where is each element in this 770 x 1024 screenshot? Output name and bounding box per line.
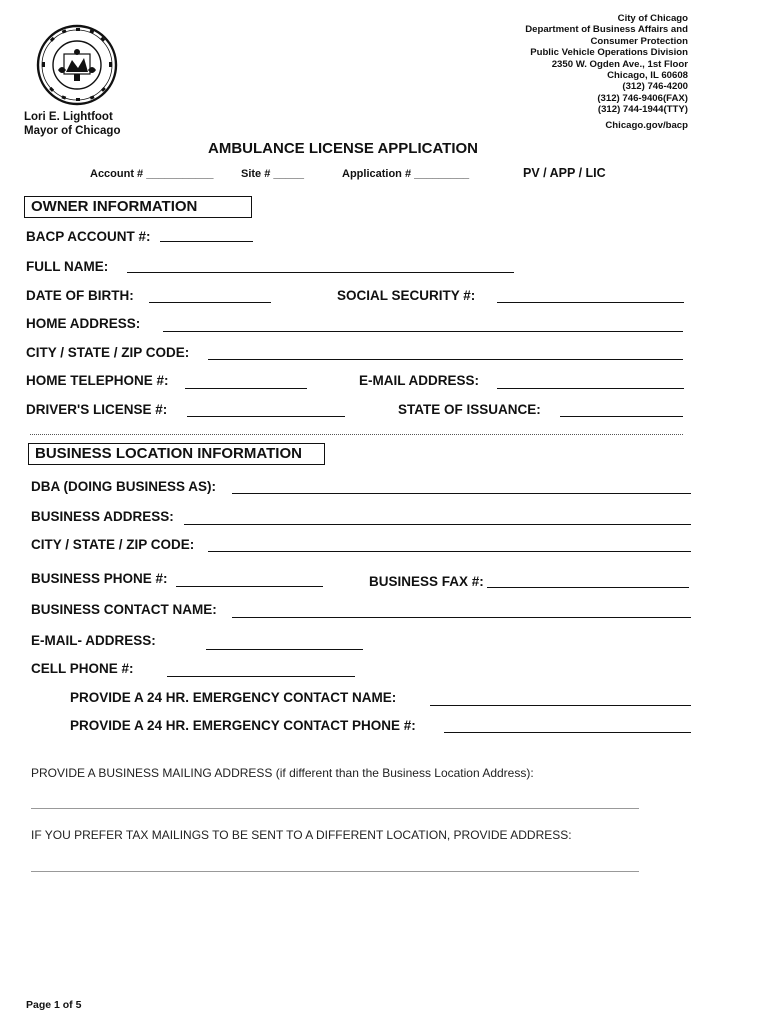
tax-mailing-address-label: IF YOU PREFER TAX MAILINGS TO BE SENT TO A DIFFERENT LOCATION, PROVIDE ADDRESS: [31,828,572,842]
home-telephone-input[interactable] [185,388,307,389]
business-location-heading [28,443,325,465]
tax-mailing-address-input[interactable] [31,871,639,872]
account-number-field[interactable]: Account # ___________ [90,168,214,180]
emergency-contact-phone-label: PROVIDE A 24 HR. EMERGENCY CONTACT PHONE #: [70,718,416,733]
cell-phone-label: CELL PHONE #: [31,661,134,676]
owner-city-state-zip-input[interactable] [208,359,683,360]
owner-email-label: E-MAIL ADDRESS: [359,373,480,388]
emergency-contact-phone-input[interactable] [444,732,691,733]
city-seal-icon [36,24,118,106]
business-contact-name-label: BUSINESS CONTACT NAME: [31,602,217,617]
section-divider [30,434,683,435]
address-line: Consumer Protection [590,35,688,47]
page-number: Page 1 of 5 [26,999,82,1011]
home-telephone-label: HOME TELEPHONE #: [26,373,169,388]
home-address-input[interactable] [163,331,683,332]
pv-app-lic-label: PV / APP / LIC [523,166,606,180]
address-line: Department of Business Affairs and [525,24,688,36]
full-name-label: FULL NAME: [26,259,109,274]
business-phone-label: BUSINESS PHONE #: [31,571,168,586]
drivers-license-input[interactable] [187,416,345,417]
address-line: (312) 746-9406(FAX) [597,92,688,104]
social-security-label: SOCIAL SECURITY #: [337,288,476,303]
date-of-birth-input[interactable] [149,302,271,303]
site-number-field[interactable]: Site # _____ [241,168,304,180]
website-link[interactable]: Chicago.gov/bacp [605,119,688,131]
cell-phone-input[interactable] [167,676,355,677]
bacp-account-input[interactable] [160,241,253,242]
home-address-label: HOME ADDRESS: [26,316,141,331]
mayor-title: Mayor of Chicago [24,125,121,137]
business-email-input[interactable] [206,649,363,650]
address-line: City of Chicago [617,13,688,24]
drivers-license-label: DRIVER'S LICENSE #: [26,402,168,417]
business-address-label: BUSINESS ADDRESS: [31,509,174,524]
address-line: (312) 744-1944(TTY) [597,104,688,116]
dba-label: DBA (DOING BUSINESS AS): [31,479,217,494]
business-city-state-zip-label: CITY / STATE / ZIP CODE: [31,537,195,552]
department-address [525,13,688,131]
page-title: AMBULANCE LICENSE APPLICATION [208,140,478,157]
business-email-label: E-MAIL- ADDRESS: [31,633,156,648]
address-line: Chicago, IL 60608 [607,70,688,82]
application-number-field[interactable]: Application # _________ [342,168,470,180]
owner-heading-text: OWNER INFORMATION [31,198,198,215]
business-mailing-address-label: PROVIDE A BUSINESS MAILING ADDRESS (if different than the Business Location Address): [31,766,534,780]
social-security-input[interactable] [497,302,684,303]
state-of-issuance-input[interactable] [560,416,683,417]
business-mailing-address-input[interactable] [31,808,639,809]
business-city-state-zip-input[interactable] [208,551,691,552]
full-name-input[interactable] [127,272,514,273]
owner-city-state-zip-label: CITY / STATE / ZIP CODE: [26,345,190,360]
address-line: 2350 W. Ogden Ave., 1st Floor [551,58,688,70]
mayor-name: Lori E. Lightfoot [24,111,113,123]
emergency-contact-name-input[interactable] [430,705,691,706]
business-fax-label: BUSINESS FAX #: [369,574,484,589]
emergency-contact-name-label: PROVIDE A 24 HR. EMERGENCY CONTACT NAME: [70,690,397,705]
dba-input[interactable] [232,493,691,494]
owner-email-input[interactable] [497,388,684,389]
business-contact-name-input[interactable] [232,617,691,618]
address-line: (312) 746-4200 [622,81,688,93]
business-fax-input[interactable] [487,587,689,588]
bacp-account-label: BACP ACCOUNT #: [26,229,151,244]
owner-information-heading [24,196,252,218]
address-line: Public Vehicle Operations Division [530,47,688,59]
business-heading-text: BUSINESS LOCATION INFORMATION [35,445,302,462]
business-phone-input[interactable] [176,586,323,587]
date-of-birth-label: DATE OF BIRTH: [26,288,134,303]
state-of-issuance-label: STATE OF ISSUANCE: [398,402,541,417]
business-address-input[interactable] [184,524,691,525]
